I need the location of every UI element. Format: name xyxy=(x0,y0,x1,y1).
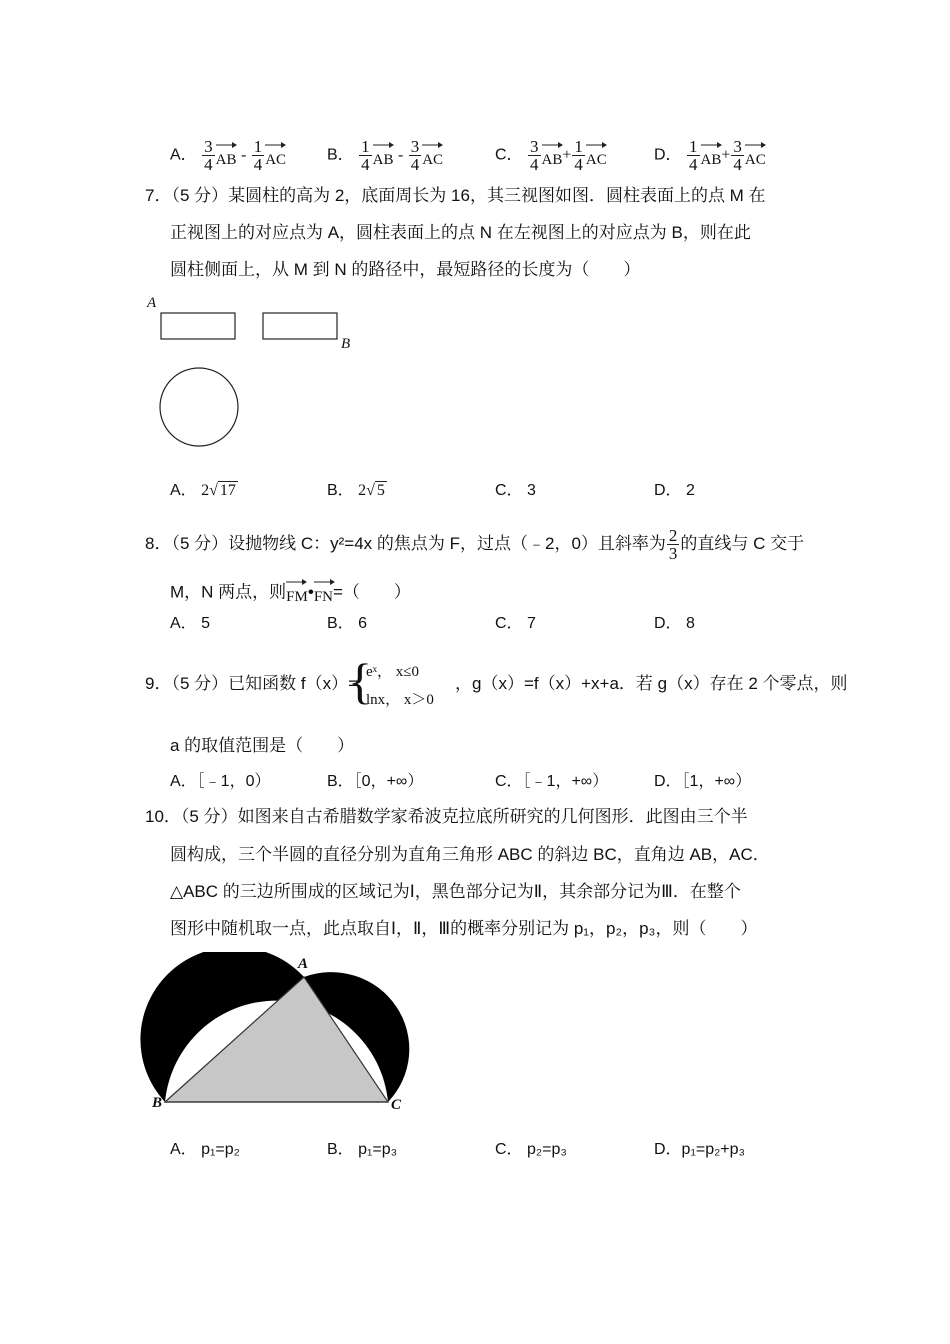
three-view-drawing xyxy=(140,295,370,455)
q7-option-b[interactable]: B． 2√ 5 xyxy=(327,482,385,499)
q8-stem-line-1: 8．（5 分）设抛物线 C：y²=4x 的焦点为 F，过点（﹣2，0）且斜率为 $\frac{2}{3}$ 的直线与 C 交于 xyxy=(145,526,805,563)
point-b-label: B xyxy=(341,336,351,352)
q9-stem-line-1-pre: 9．（5 分）已知函数 f（x）= xyxy=(145,674,359,693)
q10-option-b[interactable]: B． p₁=p₃ xyxy=(327,1141,398,1158)
q6-option-a[interactable]: A． $\frac{3}{4}$ AB - $\frac{1}{4}$ AC xyxy=(170,137,287,174)
left-brace: { xyxy=(348,653,372,709)
vector-ab: AB xyxy=(216,141,237,171)
q10-stem-line-3: △ABC 的三边所围成的区域记为Ⅰ，黑色部分记为Ⅱ，其余部分记为Ⅲ．在整个 xyxy=(170,882,741,901)
vector-ac: AC xyxy=(745,141,766,171)
q6-option-d[interactable]: D． $\frac{1}{4}$ AB+ $\frac{3}{4}$ AC xyxy=(654,137,766,174)
vector-ab: AB xyxy=(701,141,722,171)
q6-option-c[interactable]: C． $\frac{3}{4}$ AB+ $\frac{1}{4}$ AC xyxy=(495,137,607,174)
q7-stem-line-2: 正视图上的对应点为 A，圆柱表面上的点 N 在左视图上的对应点为 B，则在此 xyxy=(170,223,751,242)
front-view-rect xyxy=(161,313,235,339)
q8-stem-line-2: M，N 两点，则 FM• FN=（ ） xyxy=(170,578,411,608)
q7-option-a[interactable]: A． 2√ 17 xyxy=(170,482,236,499)
q10-stem-line-2: 圆构成，三个半圆的直径分别为直角三角形 ABC 的斜边 BC，直角边 AB，AC． xyxy=(170,845,770,864)
radical-expression: 2√ 17 xyxy=(201,482,236,499)
q8-option-b[interactable]: B． 6 xyxy=(327,615,368,632)
vector-ac: AC xyxy=(422,141,443,171)
q8-option-c[interactable]: C． 7 xyxy=(495,615,536,632)
q7-stem-line-1: 7．（5 分）某圆柱的高为 2，底面周长为 16，其三视图如图．圆柱表面上的点 M 在 xyxy=(145,186,766,205)
fraction: $\frac{3}{4}$ xyxy=(410,137,420,174)
q8-option-d[interactable]: D． 8 xyxy=(654,615,695,632)
q7-stem-line-3: 圆柱侧面上，从 M 到 N 的路径中，最短路径的长度为（ ） xyxy=(170,260,641,279)
q9-option-c[interactable]: C．［﹣1，+∞） xyxy=(495,773,609,790)
fraction: $\frac{1}{4}$ xyxy=(574,137,583,174)
vector-ac: AC xyxy=(586,141,607,171)
q9-stem-line-2: a 的取值范围是（ ） xyxy=(170,736,355,755)
fraction: $\frac{1}{4}$ xyxy=(253,137,263,174)
point-a-label: A xyxy=(298,956,309,972)
fraction: $\frac{1}{4}$ xyxy=(361,137,370,174)
q7-three-view-figure xyxy=(140,295,370,455)
point-b-label: B xyxy=(152,1095,163,1111)
q7-option-d[interactable]: D． 2 xyxy=(654,482,695,499)
fraction: $\frac{3}{4}$ xyxy=(733,137,742,174)
vector-ac: AC xyxy=(265,141,286,171)
fraction: $\frac{3}{4}$ xyxy=(204,137,213,174)
vector-ab: AB xyxy=(542,141,563,171)
q8-option-a[interactable]: A． 5 xyxy=(170,615,211,632)
q7-option-c[interactable]: C． 3 xyxy=(495,482,536,499)
radical-expression: 2√ 5 xyxy=(358,482,385,499)
vector-fm: FM xyxy=(286,578,308,608)
q9-option-d[interactable]: D．［1，+∞） xyxy=(654,773,752,790)
piecewise-function xyxy=(348,653,458,714)
q10-option-c[interactable]: C． p₂=p₃ xyxy=(495,1141,567,1158)
piecewise-case-2: lnx， x＞0 xyxy=(366,692,434,708)
q10-stem-line-4: 图形中随机取一点，此点取自Ⅰ，Ⅱ，Ⅲ的概率分别记为 p₁，p₂，p₃，则（ ） xyxy=(170,919,758,938)
q10-option-a[interactable]: A． p₁=p₂ xyxy=(170,1141,240,1158)
lune-drawing xyxy=(140,952,430,1122)
vector-ab: AB xyxy=(373,141,394,171)
q10-stem-line-1: 10．（5 分）如图来自古希腊数学家希波克拉底所研究的几何图形．此图由三个半 xyxy=(145,807,748,826)
q10-hippocrates-figure xyxy=(140,952,430,1122)
q9-stem-line-1-post: ，g（x）=f（x）+x+a．若 g（x）存在 2 个零点，则 xyxy=(455,674,848,693)
q10-option-d[interactable]: D．p₁=p₂+p₃ xyxy=(654,1141,746,1158)
fraction: $\frac{1}{4}$ xyxy=(689,137,698,174)
point-a-label: A xyxy=(147,295,157,311)
slope-fraction: $\frac{2}{3}$ xyxy=(668,526,678,563)
q9-option-a[interactable]: A．［﹣1，0） xyxy=(170,773,271,790)
side-view-rect xyxy=(263,313,337,339)
top-view-circle xyxy=(160,368,238,446)
piecewise-case-1: eˣ， x≤0 xyxy=(366,664,419,680)
vector-fn: FN xyxy=(314,578,333,608)
point-c-label: C xyxy=(391,1097,402,1113)
fraction: $\frac{3}{4}$ xyxy=(530,137,539,174)
q6-option-b[interactable]: B． $\frac{1}{4}$ AB - $\frac{3}{4}$ AC xyxy=(327,137,444,174)
q9-option-b[interactable]: B．［0，+∞） xyxy=(327,773,424,790)
